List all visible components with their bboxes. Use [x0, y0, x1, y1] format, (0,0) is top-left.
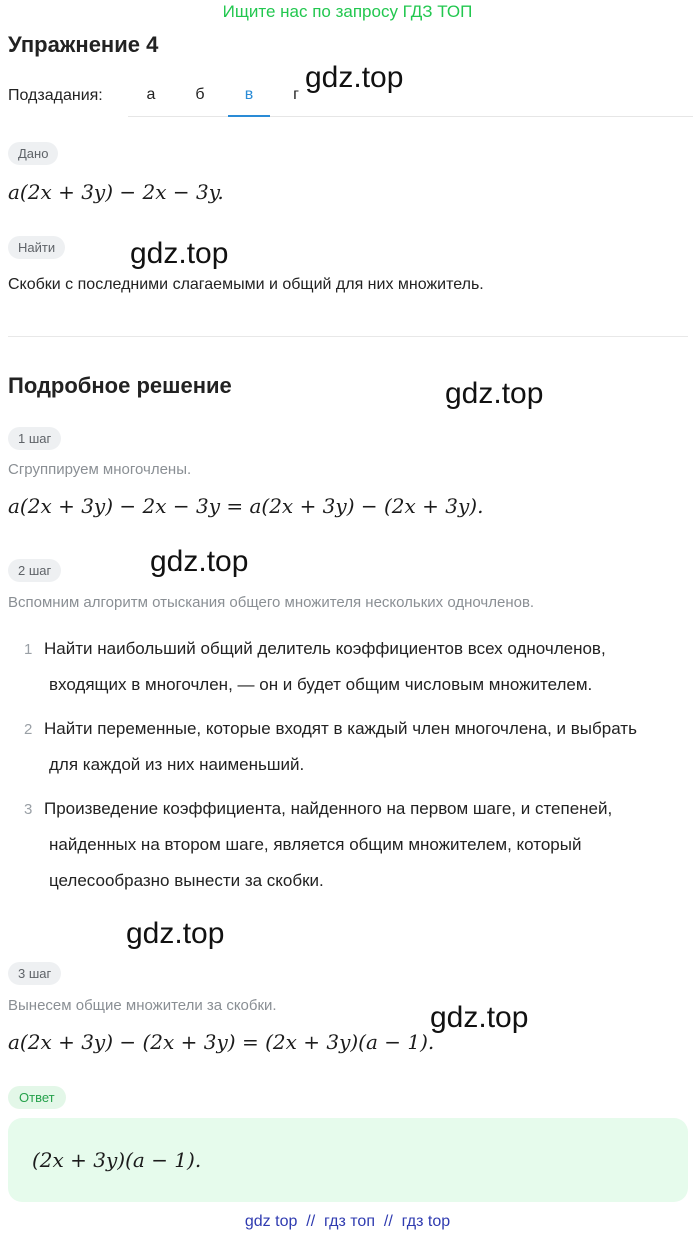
answer-badge: Ответ — [8, 1086, 66, 1109]
step-3-badge: 3 шаг — [8, 962, 61, 985]
top-search-hint-link[interactable]: Ищите нас по запросу ГДЗ ТОП — [222, 2, 473, 21]
answer-expression: (2x + 3y)(a − 1). — [32, 1148, 202, 1172]
list-line: входящих в многочлен, — он и будет общим числовым множителем. — [49, 675, 593, 694]
subtasks-label: Подзадания: — [8, 87, 103, 104]
solution-heading: Подробное решение — [8, 373, 232, 398]
step-3-expression: a(2x + 3y) − (2x + 3y) = (2x + 3y)(a − 1). — [8, 1030, 435, 1054]
watermark-text: gdz.top — [150, 545, 249, 578]
list-number: 1 — [24, 641, 33, 658]
list-line: Найти наибольший общий делитель коэффициентов всех одночленов, — [44, 639, 606, 658]
list-line: для каждой из них наименьший. — [49, 755, 305, 774]
step-3-caption: Вынесем общие множители за скобки. — [8, 997, 277, 1014]
watermark-text: gdz.top — [445, 377, 544, 410]
given-badge: Дано — [8, 142, 58, 165]
page-title: Упражнение 4 — [8, 32, 159, 57]
step-1-expression: a(2x + 3y) − 2x − 3y = a(2x + 3y) − (2x + 3y). — [8, 494, 484, 518]
list-number: 3 — [24, 801, 33, 818]
list-number: 2 — [24, 721, 33, 738]
find-badge: Найти — [8, 236, 65, 259]
watermark-text: gdz.top — [430, 1001, 529, 1034]
step-1-caption: Сгруппируем многочлены. — [8, 461, 192, 478]
find-text: Скобки с последними слагаемыми и общий для них множитель. — [8, 276, 484, 293]
list-line: целесообразно вынести за скобки. — [49, 871, 324, 890]
step-2-caption: Вспомним алгоритм отыскания общего множителя нескольких одночленов. — [8, 594, 535, 611]
step-1-badge: 1 шаг — [8, 427, 61, 450]
watermark-text: gdz.top — [130, 237, 229, 270]
watermark-text: gdz.top — [305, 61, 404, 94]
tab-v-active[interactable]: в — [228, 86, 270, 117]
list-line: Произведение коэффициента, найденного на первом шаге, и степеней, — [44, 799, 613, 818]
tab-g[interactable]: г — [293, 86, 299, 103]
tab-b[interactable]: б — [195, 86, 205, 103]
section-divider — [8, 336, 688, 337]
tab-a[interactable]: а — [146, 86, 156, 103]
given-expression: a(2x + 3y) − 2x − 3y. — [8, 180, 224, 204]
step-2-badge: 2 шаг — [8, 559, 61, 582]
subtask-tabs — [128, 76, 693, 117]
watermark-text: gdz.top — [126, 917, 225, 950]
footer-links[interactable]: gdz top // гдз топ // гдз top — [244, 1213, 451, 1230]
list-line: Найти переменные, которые входят в каждый член многочлена, и выбрать — [44, 719, 637, 738]
list-line: найденных на втором шаге, является общим множителем, который — [49, 835, 582, 854]
